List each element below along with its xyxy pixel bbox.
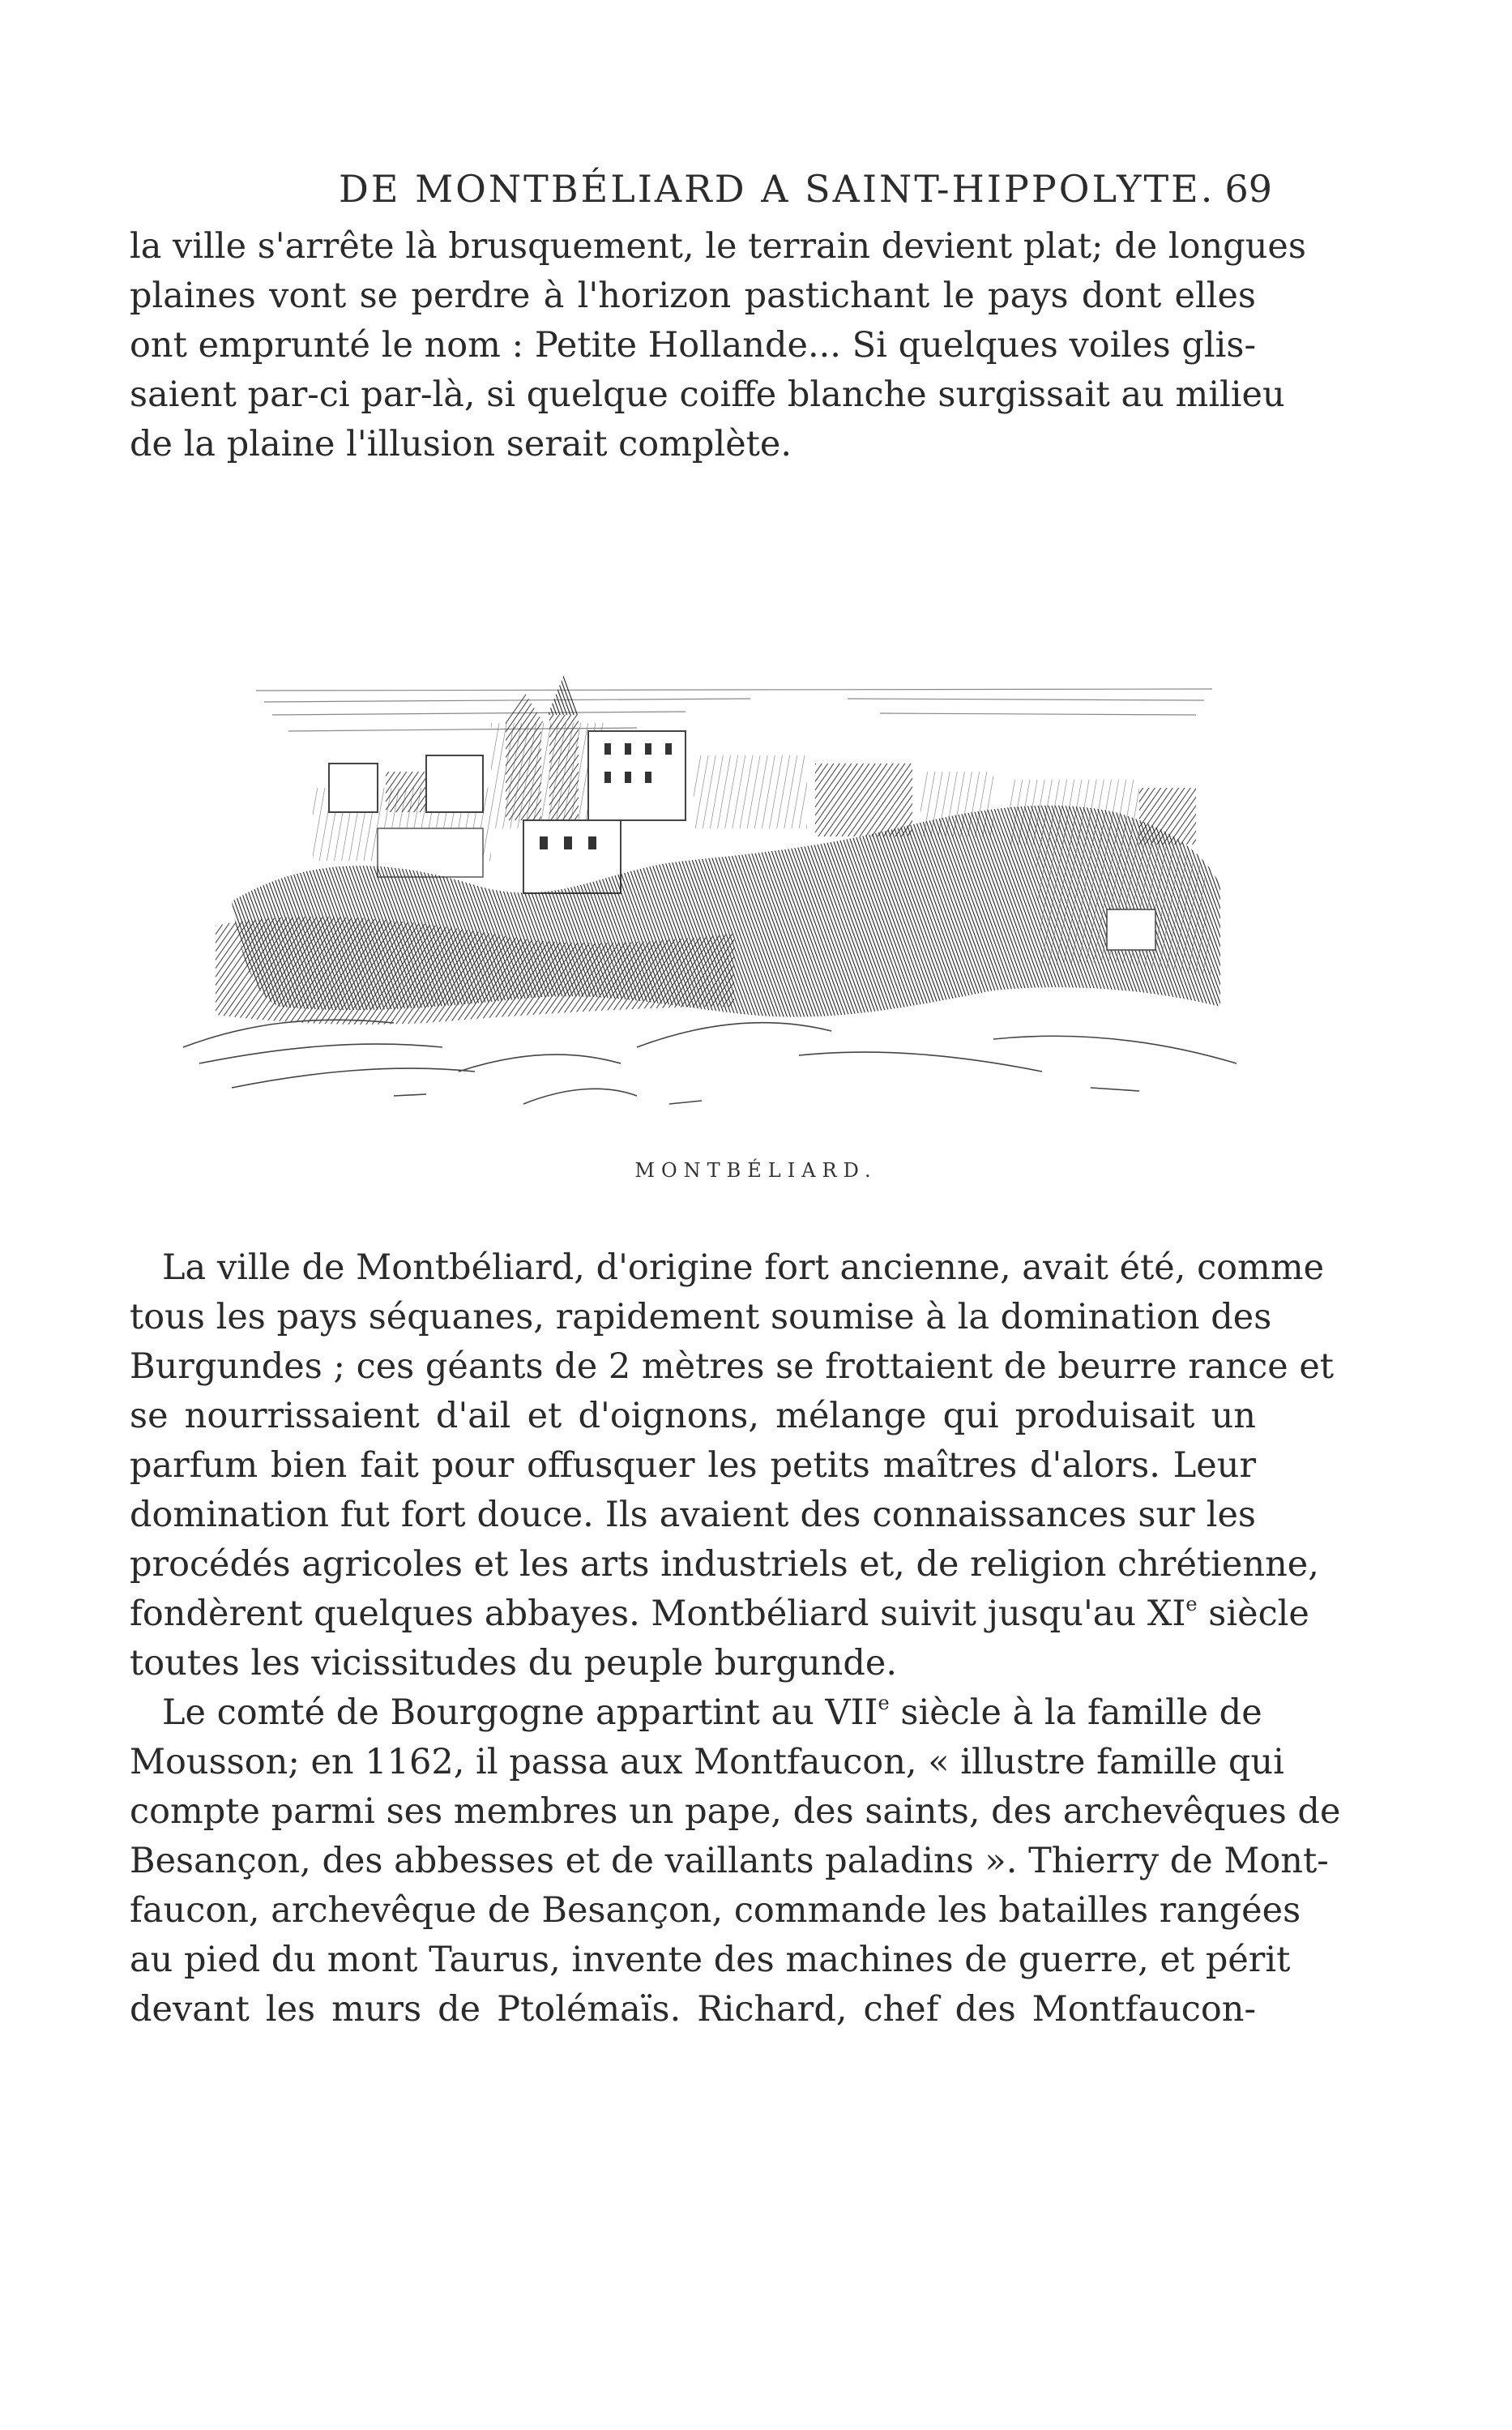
paragraph-2 (130, 1243, 1335, 1688)
century-numeral: XI (1147, 1594, 1186, 1634)
text-line: faucon, archevêque de Besançon, commande les batailles rangées (130, 1890, 1301, 1931)
text-line: procédés agricoles et les arts industriels et, de religion chrétienne, (130, 1544, 1319, 1585)
text-line: Besançon, des abbesses et de vaillants paladins ». Thierry de Mont- (130, 1841, 1329, 1881)
century-numeral: VII (825, 1692, 878, 1733)
text-line: plaines vont se perdre à l'horizon pastichant le pays dont elles (130, 276, 1256, 316)
text-line (130, 1688, 1262, 1738)
figure-caption: MONTBÉLIARD. (634, 1159, 878, 1182)
foreground-scrub (183, 1020, 1237, 1104)
page-number: 69 (1224, 167, 1272, 211)
text-line: domination fut fort douce. Ils avaient des connaissances sur les (130, 1495, 1256, 1535)
sky-lines (256, 689, 1212, 731)
text-fragment: fondèrent quelques abbayes. Montbéliard suivit jusqu'au (130, 1594, 1137, 1634)
text-line: compte parmi ses membres un pape, des saints, des archevêques de (130, 1791, 1341, 1832)
text-line: Burgundes ; ces géants de 2 mètres se frottaient de beurre rance et (130, 1346, 1335, 1387)
text-line: devant les murs de Ptolémaïs. Richard, chef des Montfaucon- (130, 1989, 1256, 2030)
text-fragment: siècle (1208, 1594, 1309, 1634)
text-line: toutes les vicissitudes du peuple burgunde. (130, 1643, 897, 1683)
paragraph-1 (130, 222, 1306, 469)
text-line (130, 1589, 1309, 1639)
text-line: Mousson; en 1162, il passa aux Montfaucon, « illustre famille qui (130, 1742, 1284, 1782)
text-line: la ville s'arrête là brusquement, le terrain devient plat; de longues (130, 226, 1306, 267)
text-line: parfum bien fait pour offusquer les petits maîtres d'alors. Leur (130, 1445, 1256, 1486)
text-line: ont emprunté le nom : Petite Hollande... Si quelques voiles glis- (130, 325, 1256, 366)
text-line: saient par-ci par-là, si quelque coiffe blanche surgissait au milieu (130, 374, 1285, 415)
century-superscript: e (878, 1692, 890, 1714)
text-fragment: siècle à la famille de (900, 1692, 1262, 1733)
text-line: La ville de Montbéliard, d'origine fort ancienne, avait été, comme (162, 1247, 1325, 1288)
text-line: tous les pays séquanes, rapidement soumise à la domination des (130, 1297, 1272, 1337)
running-title: DE MONTBÉLIARD A SAINT-HIPPOLYTE. (339, 167, 1215, 211)
century-superscript: e (1185, 1593, 1198, 1615)
text-fragment: Le comté de Bourgogne appartint au (162, 1692, 814, 1733)
text-line: au pied du mont Taurus, invente des machines de guerre, et périt (130, 1940, 1291, 1980)
running-head (122, 167, 1272, 216)
text-line: se nourrissaient d'ail et d'oignons, mélange qui produisait un (130, 1396, 1256, 1436)
text-line: de la plaine l'illusion serait complète. (130, 424, 792, 464)
paragraph-3 (130, 1688, 1341, 2034)
engraving-montbeliard (183, 666, 1245, 1120)
